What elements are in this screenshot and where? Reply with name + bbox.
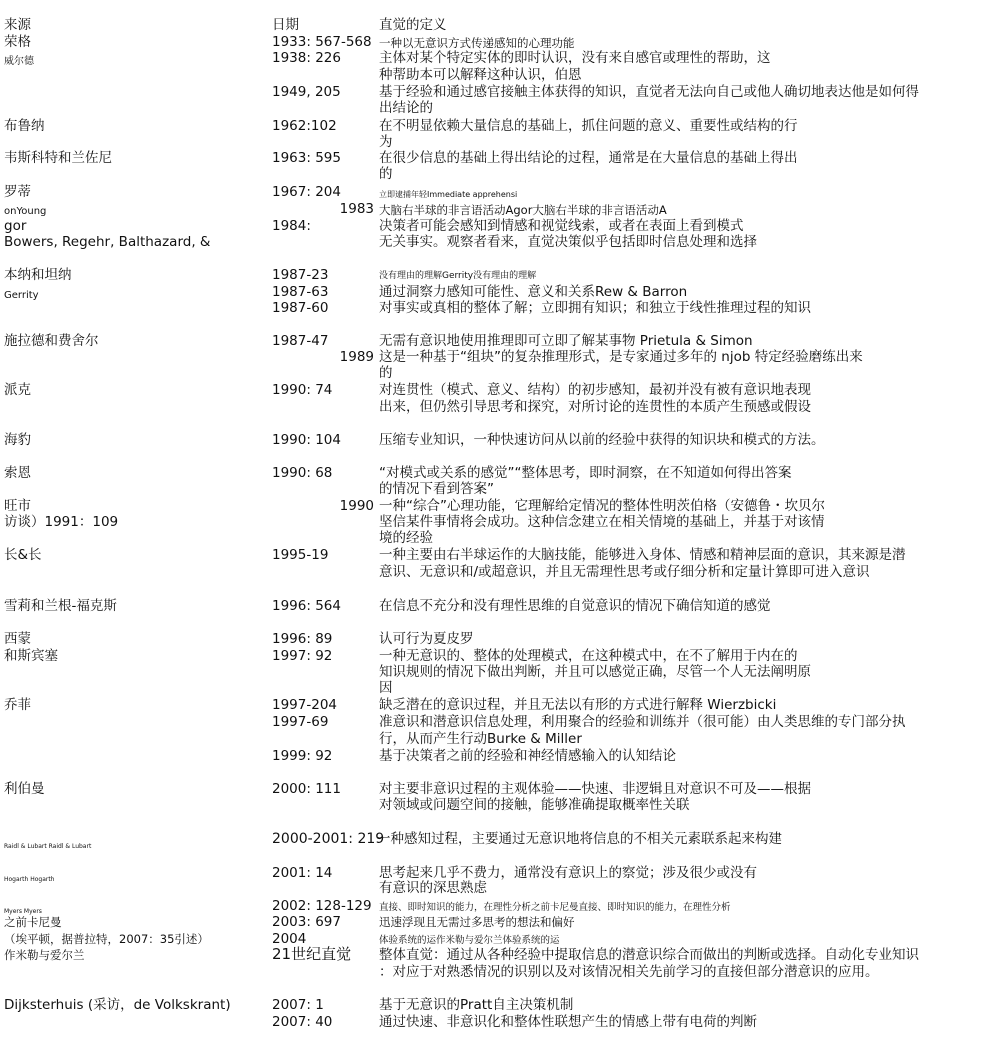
- source-cell: 和斯宾塞: [4, 648, 58, 664]
- date-cell: 2000: 111: [272, 781, 341, 797]
- source-cell: Bowers, Regehr, Balthazard, &: [4, 234, 211, 250]
- definition-cell: 直接、即时知识的能力，在理性分析之前卡尼曼直接、即时知识的能力，在理性分析: [379, 902, 731, 913]
- source-cell: 派克: [4, 382, 31, 398]
- definition-cell: 一种感知过程，主要通过无意识地将信息的不相关元素联系起来构建: [377, 831, 782, 847]
- definition-cell: 种帮助本可以解释这种认识，伯恩: [379, 67, 582, 83]
- definition-cell: 的: [379, 166, 393, 182]
- date-cell: 1987-23: [272, 267, 329, 283]
- source-cell: 旺市: [4, 498, 31, 514]
- definition-cell: 迅速浮现且无需过多思考的想法和偏好: [379, 915, 575, 929]
- source-cell: 利伯曼: [4, 781, 45, 797]
- definition-cell: 行，从而产生行动Burke & Miller: [379, 731, 582, 747]
- source-cell: 威尔德: [4, 56, 34, 67]
- source-cell: Dijksterhuis (采访，de Volkskrant): [4, 997, 231, 1013]
- definition-cell: 基于决策者之前的经验和神经情感输入的认知结论: [379, 748, 676, 764]
- definition-cell: 在不明显依赖大量信息的基础上，抓住问题的意义、重要性或结构的行: [379, 118, 798, 134]
- definition-cell: 通过快速、非意识化和整体性联想产生的情感上带有电荷的判断: [379, 1014, 757, 1030]
- definition-cell: 对主要非意识过程的主观体验——快速、非逻辑且对意识不可及——根据: [379, 781, 811, 797]
- definition-cell: 意识、无意识和/或超意识，并且无需理性思考或仔细分析和定量计算即可进入意识: [379, 564, 870, 580]
- definition-cell: 一种主要由右半球运作的大脑技能，能够进入身体、情感和精神层面的意识，其来源是潜: [379, 547, 906, 563]
- definition-cell: 无需有意识地使用推理即可立即了解某事物 Prietula & Simon: [379, 333, 753, 349]
- column-header-definition: 直觉的定义: [379, 17, 447, 33]
- source-cell: Raidl & Lubart Raidl & Lubart: [4, 843, 92, 850]
- source-cell: 本纳和坦纳: [4, 267, 72, 283]
- date-cell: 1967: 204: [272, 184, 341, 200]
- date-cell: 1990: 74: [272, 382, 333, 398]
- source-cell: onYoung: [4, 206, 47, 217]
- source-cell: 施拉德和费舍尔: [4, 333, 99, 349]
- definition-cell: 一种“综合”心理功能，它理解给定情况的整体性明茨伯格（安德鲁・坎贝尔: [379, 498, 825, 514]
- column-header-date: 日期: [272, 17, 299, 33]
- date-cell: 1987-47: [272, 333, 329, 349]
- source-cell: Gerrity: [4, 290, 39, 301]
- definition-cell: 体验系统的运作米勒与爱尔兰体验系统的运: [379, 935, 560, 946]
- date-cell: 1990: [339, 498, 374, 514]
- date-cell: 2000-2001: 219: [272, 831, 385, 847]
- date-cell: 1999: 92: [272, 748, 333, 764]
- source-cell: 雪莉和兰根-福克斯: [4, 598, 117, 614]
- definition-cell: ：对应于对熟悉情况的识别以及对该情况相关先前学习的直接但部分潜意识的应用。: [379, 964, 879, 980]
- source-cell: 韦斯科特和兰佐尼: [4, 150, 112, 166]
- date-cell: 1996: 89: [272, 631, 333, 647]
- definition-cell: 一种无意识的、整体的处理模式，在这种模式中，在不了解用于内在的: [379, 648, 798, 664]
- date-cell: 1987-63: [272, 284, 329, 300]
- source-cell: Myers Myers: [4, 908, 42, 915]
- definition-cell: 坚信某件事情将会成功。这种信念建立在相关情境的基础上，并基于对该情: [379, 514, 825, 530]
- column-header-source: 来源: [4, 17, 31, 33]
- source-cell: 布鲁纳: [4, 118, 45, 134]
- definition-cell: 对领域或问题空间的接触，能够准确提取概率性关联: [379, 797, 690, 813]
- definition-cell: 出来，但仍然引导思考和探究，对所讨论的连贯性的本质产生预感或假设: [379, 399, 811, 415]
- definition-cell: 整体直觉：通过从各种经验中提取信息的潜意识综合而做出的判断或选择。自动化专业知识: [379, 947, 919, 963]
- source-cell: （埃平顿，据普拉特，2007：35引述）: [4, 932, 209, 946]
- definition-cell: 知识规则的情况下做出判断，并且可以感觉正确，尽管一个人无法阐明原: [379, 664, 811, 680]
- definition-cell: 通过洞察力感知可能性、意义和关系Rew & Barron: [379, 284, 688, 300]
- date-cell: 1996: 564: [272, 598, 341, 614]
- definition-cell: 决策者可能会感知到情感和视觉线索，或者在表面上看到模式: [379, 218, 744, 234]
- date-cell: 1989: [339, 349, 374, 365]
- definition-cell: 对事实或真相的整体了解；立即拥有知识；和独立于线性推理过程的知识: [379, 300, 811, 316]
- definition-cell: 出结论的: [379, 100, 433, 116]
- date-cell: 1990: 68: [272, 465, 333, 481]
- source-cell: 乔菲: [4, 697, 31, 713]
- definition-cell: 基于经验和通过感官接触主体获得的知识，直觉者无法向自己或他人确切地表达他是如何得: [379, 84, 919, 100]
- definition-cell: 的情况下看到答案”: [379, 481, 494, 497]
- date-cell: 1949, 205: [272, 84, 341, 100]
- source-cell: 西蒙: [4, 631, 31, 647]
- definition-cell: 一种以无意识方式传递感知的心理功能: [379, 36, 575, 50]
- definition-cell: 境的经验: [379, 530, 433, 546]
- definition-cell: 基于无意识的Pratt自主决策机制: [379, 997, 574, 1013]
- definition-cell: 准意识和潜意识信息处理，利用聚合的经验和训练并（很可能）由人类思维的专门部分执: [379, 714, 906, 730]
- definition-cell: 没有理由的理解Gerrity没有理由的理解: [379, 271, 537, 281]
- date-cell: 2007: 40: [272, 1014, 333, 1030]
- definition-cell: 主体对某个特定实体的即时认识，没有来自感官或理性的帮助，这: [379, 50, 771, 66]
- source-cell: 长&长: [4, 547, 42, 563]
- source-cell: Hogarth Hogarth: [4, 876, 55, 883]
- date-cell: 1987-60: [272, 300, 329, 316]
- date-cell: 1990: 104: [272, 432, 341, 448]
- definition-cell: 为: [379, 134, 393, 150]
- definition-cell: 因: [379, 680, 393, 696]
- source-cell: 罗蒂: [4, 184, 31, 200]
- date-cell: 1997-204: [272, 697, 337, 713]
- definition-cell: 缺乏潜在的意识过程，并且无法以有形的方式进行解释 Wierzbicki: [379, 697, 777, 713]
- date-cell: 2007: 1: [272, 997, 324, 1013]
- date-cell: 21世纪直觉: [272, 945, 352, 963]
- definition-cell: 认可行为夏皮罗: [379, 631, 474, 647]
- date-cell: 1933: 567-568: [272, 34, 372, 50]
- definition-cell: “对模式或关系的感觉”“整体思考，即时洞察，在不知道如何得出答案: [379, 465, 792, 481]
- date-cell: 1997-69: [272, 714, 329, 730]
- definition-cell: 立即逮捕年轻Immediate apprehensi: [379, 190, 518, 199]
- definition-cell: 无关事实。观察者看来，直觉决策似乎包括即时信息处理和选择: [379, 234, 757, 250]
- date-cell: 1984:: [272, 218, 311, 234]
- date-cell: 2003: 697: [272, 914, 341, 930]
- date-cell: 1962:102: [272, 118, 337, 134]
- definition-cell: 压缩专业知识，一种快速访问从以前的经验中获得的知识块和模式的方法。: [379, 432, 825, 448]
- definition-cell: 思考起来几乎不费力，通常没有意识上的察觉；涉及很少或没有: [379, 865, 757, 881]
- date-cell: 1983: [339, 201, 374, 217]
- source-cell: gor: [4, 218, 27, 234]
- source-cell: 访谈）1991：109: [4, 514, 119, 530]
- source-cell: 作米勒与爱尔兰: [4, 948, 85, 962]
- source-cell: 索恩: [4, 465, 31, 481]
- source-cell: 荣格: [4, 34, 31, 50]
- definition-cell: 在很少信息的基础上得出结论的过程，通常是在大量信息的基础上得出: [379, 150, 798, 166]
- definition-cell: 有意识的深思熟虑: [379, 880, 487, 896]
- date-cell: 2002: 128-129: [272, 898, 372, 914]
- date-cell: 1997: 92: [272, 648, 333, 664]
- source-cell: 之前卡尼曼: [4, 915, 62, 929]
- date-cell: 2001: 14: [272, 865, 333, 881]
- date-cell: 1963: 595: [272, 150, 341, 166]
- date-cell: 2004: [272, 931, 307, 947]
- definition-cell: 在信息不充分和没有理性思维的自觉意识的情况下确信知道的感觉: [379, 598, 771, 614]
- definition-cell: 这是一种基于“组块”的复杂推理形式，是专家通过多年的 njob 特定经验磨练出来: [379, 349, 863, 365]
- definition-cell: 对连贯性（模式、意义、结构）的初步感知，最初并没有被有意识地表现: [379, 382, 811, 398]
- definition-cell: 大脑右半球的非言语活动Agor大脑右半球的非言语活动A: [379, 203, 667, 217]
- date-cell: 1995-19: [272, 547, 329, 563]
- definition-cell: 的: [379, 365, 393, 381]
- source-cell: 海豹: [4, 432, 31, 448]
- date-cell: 1938: 226: [272, 50, 341, 66]
